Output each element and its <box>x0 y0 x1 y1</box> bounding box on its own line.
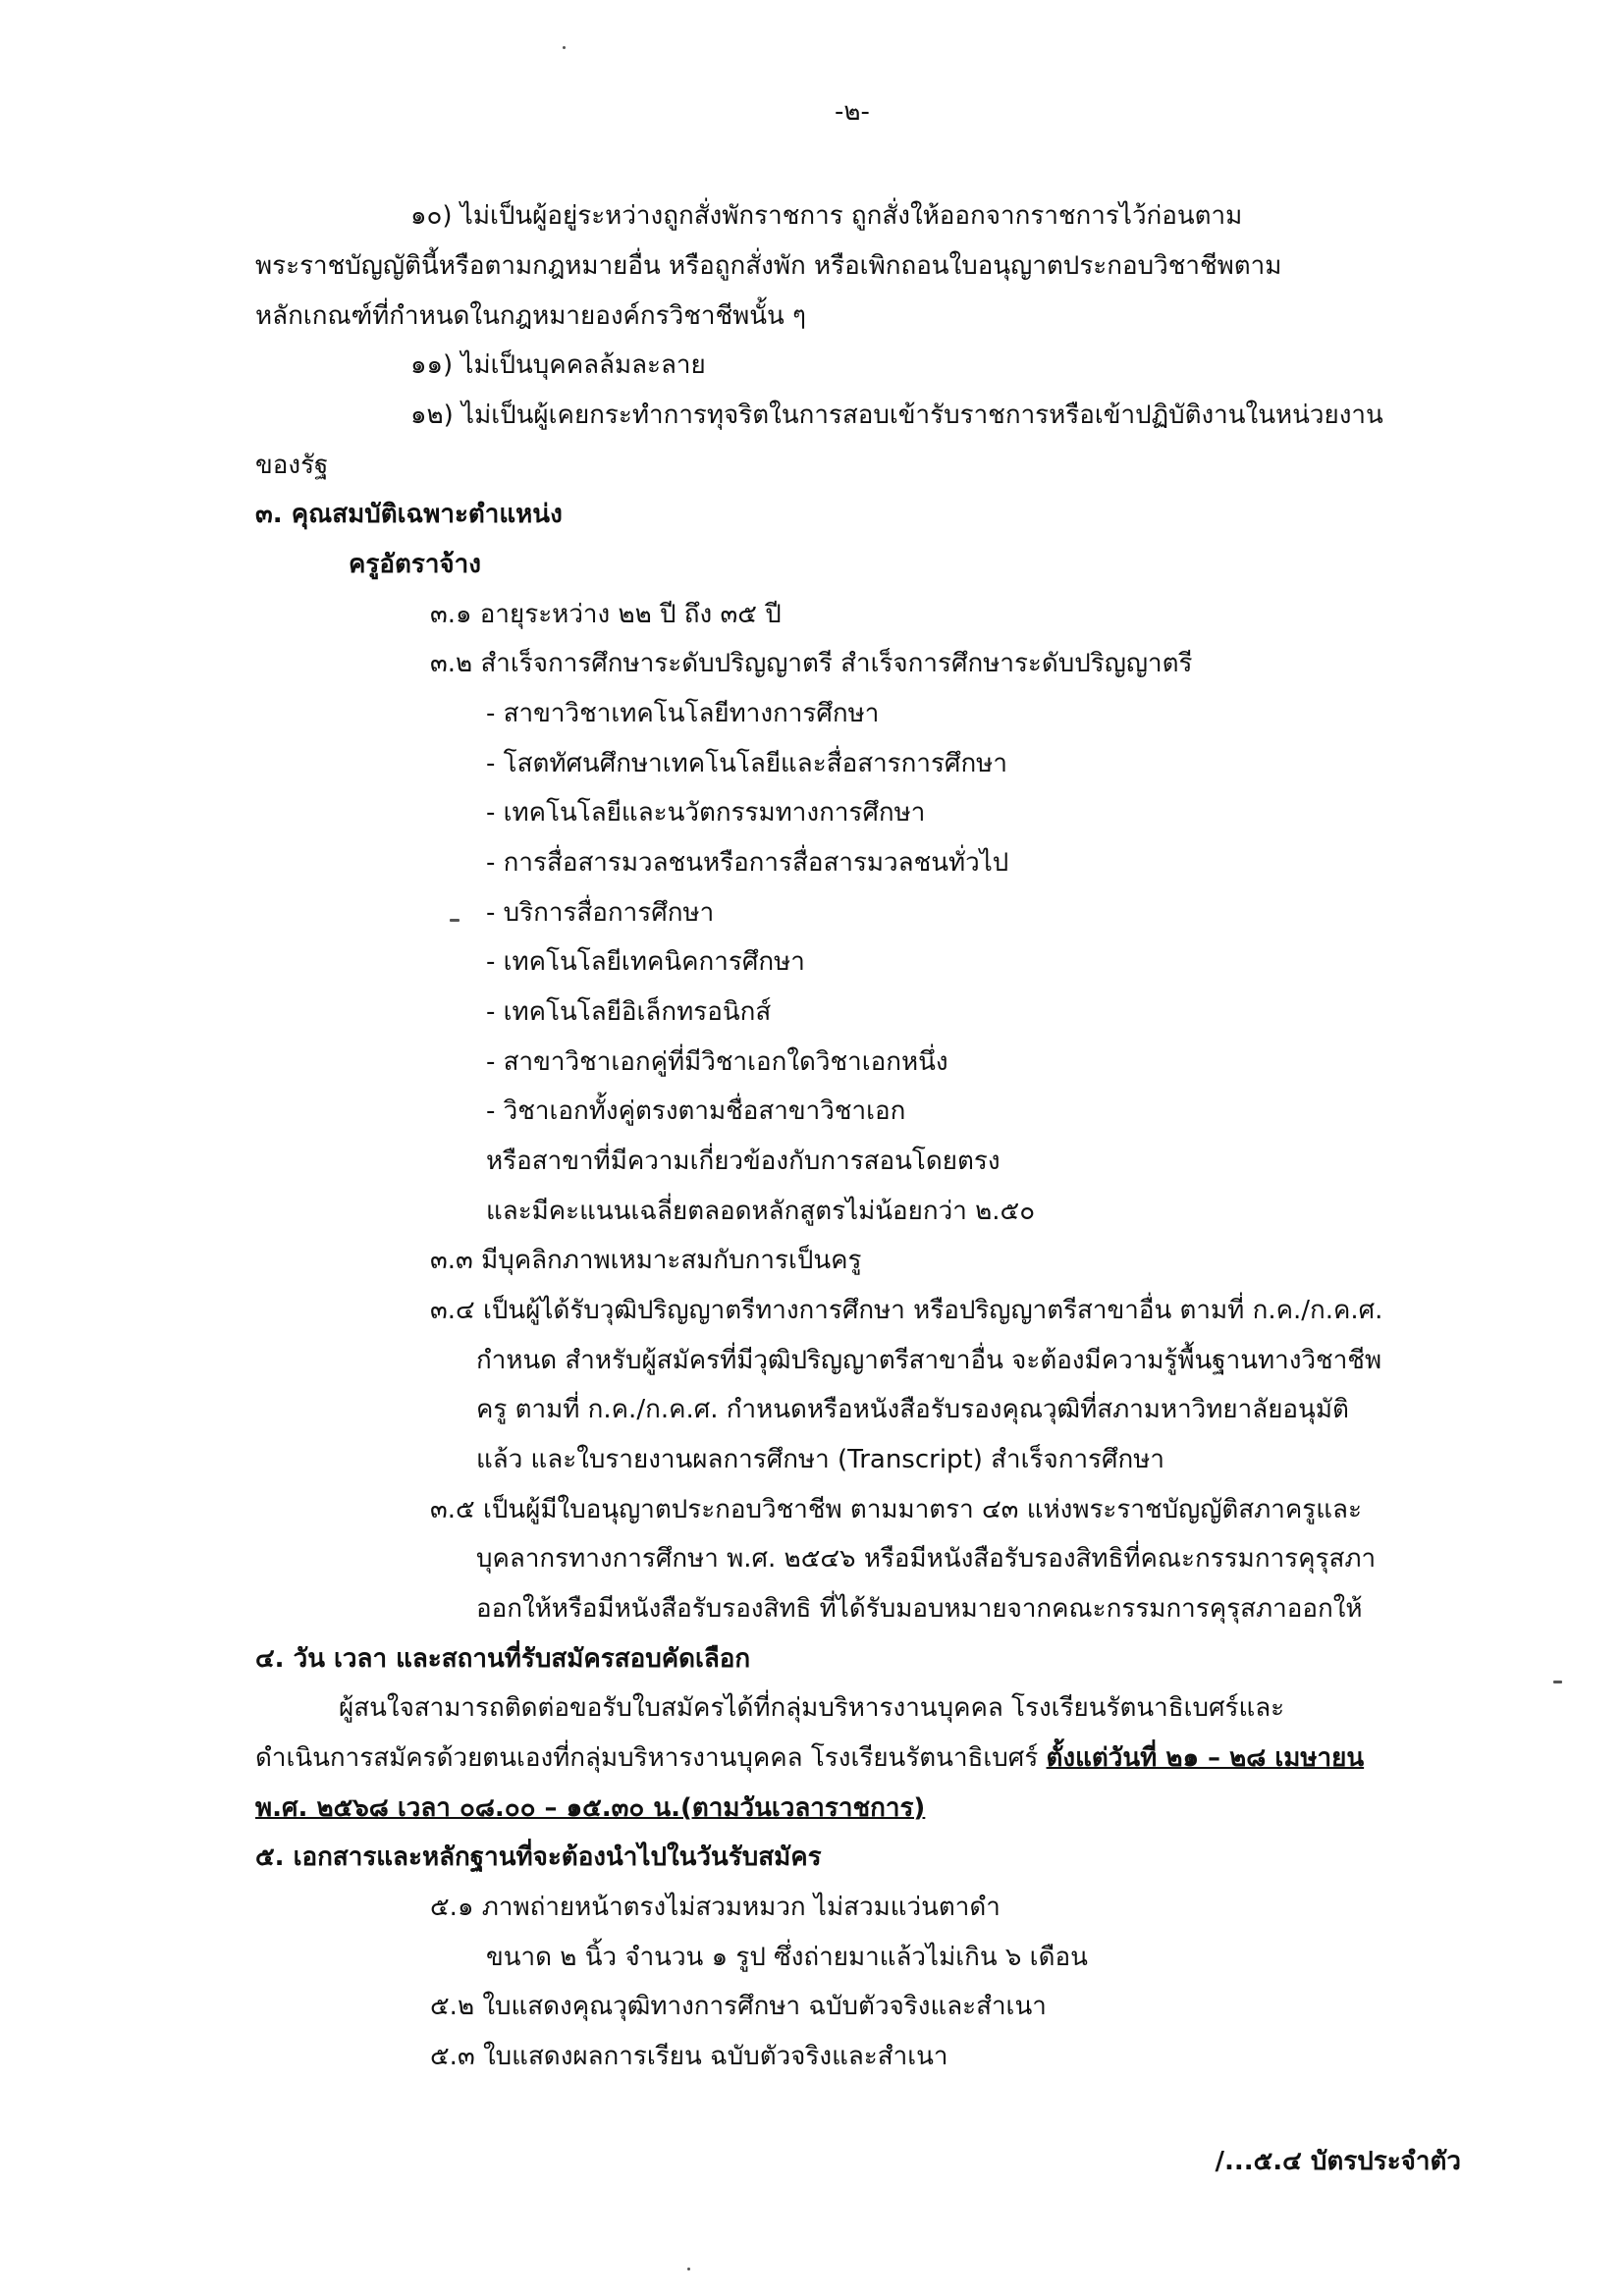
major-item: - เทคโนโลยีและนวัตกรรมทางการศึกษา <box>486 798 926 828</box>
section-4-line-2 <box>255 1738 1364 1778</box>
item-3-4-line-2: กำหนด สำหรับผู้สมัครที่มีวุฒิปริญญาตรีสาขาอื่น จะต้องมีความรู้พื้นฐานทางวิชาชีพ <box>476 1346 1382 1375</box>
major-item: - สาขาวิชาเทคโนโลยีทางการศึกษา <box>486 699 880 728</box>
section-4-line-1: ผู้สนใจสามารถติดต่อขอรับใบสมัครได้ที่กลุ่มบริหารงานบุคคล โรงเรียนรัตนาธิเบศร์และ <box>339 1693 1285 1723</box>
major-item: - วิชาเอกทั้งคู่ตรงตามชื่อสาขาวิชาเอก <box>486 1096 906 1126</box>
major-item: - การสื่อสารมวลชนหรือการสื่อสารมวลชนทั่วไป <box>486 848 1009 878</box>
gpa-line: และมีคะแนนเฉลี่ยตลอดหลักสูตรไม่น้อยกว่า ๒.๕๐ <box>486 1197 1036 1226</box>
item-10-line-3: หลักเกณฑ์ที่กำหนดในกฎหมายองค์กรวิชาชีพนั้น ๆ <box>255 301 807 331</box>
item-5-3: ๕.๓ ใบแสดงผลการเรียน ฉบับตัวจริงและสำเนา <box>430 2042 948 2071</box>
section-5-heading: ๕. เอกสารและหลักฐานที่จะต้องนำไปในวันรับสมัคร <box>255 1842 822 1872</box>
scan-speck <box>563 46 566 49</box>
item-10-line-2: พระราชบัญญัตินี้หรือตามกฎหมายอื่น หรือถูกสั่งพัก หรือเพิกถอนใบอนุญาตประกอบวิชาชีพตาม <box>255 251 1282 281</box>
related-field-line: หรือสาขาที่มีความเกี่ยวข้องกับการสอนโดยตรง <box>486 1147 1001 1176</box>
section-3-heading: ๓. คุณสมบัติเฉพาะตำแหน่ง <box>255 500 563 529</box>
item-3-5-line-2: บุคลากรทางการศึกษา พ.ศ. ๒๕๔๖ หรือมีหนังสือรับรองสิทธิที่คณะกรรมการคุรุสภา <box>476 1544 1377 1574</box>
item-10-line-1: ๑๐) ไม่เป็นผู้อยู่ระหว่างถูกสั่งพักราชการ ถูกสั่งให้ออกจากราชการไว้ก่อนตาม <box>410 201 1243 231</box>
section-4-line-2-text: ดำเนินการสมัครด้วยตนเองที่กลุ่มบริหารงานบุคคล โรงเรียนรัตนาธิเบศร์ <box>255 1743 1047 1773</box>
major-item: - เทคโนโลยีเทคนิคการศึกษา <box>486 947 805 977</box>
item-5-1-line-2: ขนาด ๒ นิ้ว จำนวน ๑ รูป ซึ่งถ่ายมาแล้วไม่เกิน ๖ เดือน <box>486 1943 1088 1972</box>
item-5-1-line-1: ๕.๑ ภาพถ่ายหน้าตรงไม่สวมหมวก ไม่สวมแว่นตาดำ <box>430 1893 1001 1922</box>
item-3-5-line-1: ๓.๕ เป็นผู้มีใบอนุญาตประกอบวิชาชีพ ตามมาตรา ๔๓ แห่งพระราชบัญญัติสภาครูและ <box>430 1495 1362 1524</box>
item-3-2: ๓.๒ สำเร็จการศึกษาระดับปริญญาตรี สำเร็จการศึกษาระดับปริญญาตรี <box>430 649 1193 678</box>
page-number: -๒- <box>835 97 870 127</box>
item-3-4-line-3: ครู ตามที่ ก.ค./ก.ค.ศ. กำหนดหรือหนังสือรับรองคุณวุฒิที่สภามหาวิทยาลัยอนุมัติ <box>476 1395 1349 1424</box>
major-item: - โสตทัศนศึกษาเทคโนโลยีและสื่อสารการศึกษา <box>486 749 1007 778</box>
application-dates: ตั้งแต่วันที่ ๒๑ – ๒๘ เมษายน <box>1046 1743 1365 1773</box>
section-4-heading: ๔. วัน เวลา และสถานที่รับสมัครสอบคัดเลือก <box>255 1644 751 1674</box>
item-11: ๑๑) ไม่เป็นบุคคลล้มละลาย <box>410 350 706 380</box>
scan-speck <box>450 919 460 922</box>
item-3-5-line-3: ออกให้หรือมีหนังสือรับรองสิทธิ ที่ได้รับมอบหมายจากคณะกรรมการคุรุสภาออกให้ <box>476 1594 1363 1624</box>
item-12-line-2: ของรัฐ <box>255 451 329 480</box>
application-time: พ.ศ. ๒๕๖๘ เวลา ๐๘.๐๐ – ๑๕.๓๐ น.(ตามวันเวลาราชการ) <box>255 1793 926 1823</box>
item-3-4-line-4: แล้ว และใบรายงานผลการศึกษา (Transcript) สำเร็จการศึกษา <box>476 1445 1165 1474</box>
item-3-3: ๓.๓ มีบุคลิกภาพเหมาะสมกับการเป็นครู <box>430 1246 862 1275</box>
item-3-1: ๓.๑ อายุระหว่าง ๒๒ ปี ถึง ๓๕ ปี <box>430 600 782 629</box>
item-5-2: ๕.๒ ใบแสดงคุณวุฒิทางการศึกษา ฉบับตัวจริงและสำเนา <box>430 1992 1047 2021</box>
scan-speck <box>1553 1681 1562 1683</box>
continuation-marker: /...๕.๔ บัตรประจำตัว <box>1215 2147 1461 2176</box>
item-12-line-1: ๑๒) ไม่เป็นผู้เคยกระทำการทุจริตในการสอบเข้ารับราชการหรือเข้าปฏิบัติงานในหน่วยงาน <box>410 400 1383 430</box>
scan-speck <box>687 2268 690 2270</box>
item-3-4-line-1: ๓.๔ เป็นผู้ได้รับวุฒิปริญญาตรีทางการศึกษา หรือปริญญาตรีสาขาอื่น ตามที่ ก.ค./ก.ค.ศ. <box>430 1296 1383 1325</box>
major-item: - บริการสื่อการศึกษา <box>486 898 715 928</box>
position-title: ครูอัตราจ้าง <box>349 550 481 579</box>
major-item: - สาขาวิชาเอกคู่ที่มีวิชาเอกใดวิชาเอกหนึ่ง <box>486 1047 948 1077</box>
major-item: - เทคโนโลยีอิเล็กทรอนิกส์ <box>486 997 772 1027</box>
